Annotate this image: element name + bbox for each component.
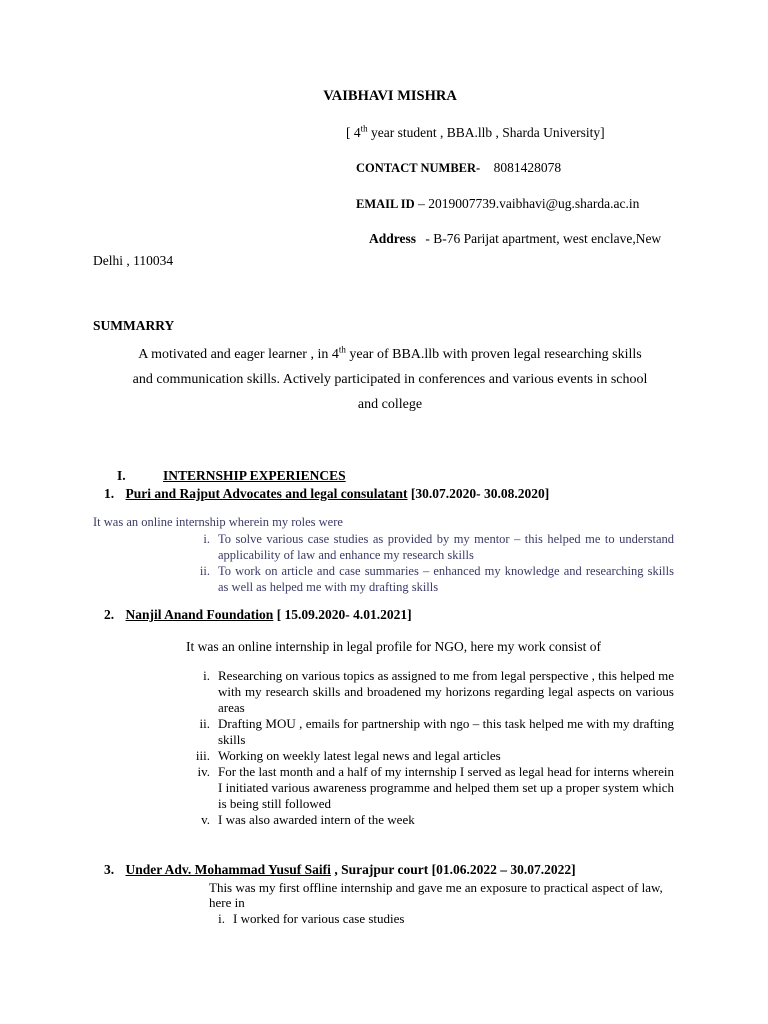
section-numeral: I. bbox=[117, 468, 126, 483]
address-line-1 bbox=[369, 231, 661, 247]
internship-2-list bbox=[195, 668, 674, 828]
list-item: i. Researching on various topics as assigned to me from legal perspective , this helped me with my research skills and broadened my horizons regarding legal aspects on various areas bbox=[203, 668, 674, 715]
internship-2-heading: 2. Nanjil Anand Foundation [ 15.09.2020- 4.01.2021] bbox=[104, 607, 412, 622]
address-line-2: Delhi , 110034 bbox=[93, 253, 174, 268]
email-label: EMAIL ID bbox=[356, 197, 415, 211]
internship-1-list bbox=[199, 531, 674, 595]
list-item: i. To solve various case studies as provided by my mentor – this helped me to understand applicability of law and enhance my research skills bbox=[203, 532, 674, 562]
summary-heading: SUMMARRY bbox=[93, 318, 175, 333]
summary-line-2: and communication skills. Actively participated in conferences and various events in school bbox=[132, 372, 648, 387]
internship-2-title: Nanjil Anand Foundation bbox=[125, 607, 274, 622]
email-value: – 2019007739.vaibhavi@ug.sharda.ac.in bbox=[414, 196, 640, 211]
contact-value: 8081428078 bbox=[493, 160, 562, 175]
internship-1-title: Puri and Rajput Advocates and legal consulatant bbox=[125, 486, 408, 501]
list-item: iii. Working on weekly latest legal news and legal articles bbox=[195, 748, 501, 763]
section-heading: INTERNSHIP EXPERIENCES bbox=[163, 468, 346, 483]
address-value: - B-76 Parijat apartment, west enclave,New bbox=[425, 231, 662, 246]
summary-line-1: A motivated and eager learner , in 4th year of BBA.llb with proven legal researching skills bbox=[138, 344, 642, 362]
internship-3-title: Under Adv. Mohammad Yusuf Saifi bbox=[125, 862, 331, 877]
candidate-name: VAIBHAVI MISHRA bbox=[323, 88, 457, 104]
internship-3-dates: , Surajpur court [01.06.2022 – 30.07.2022] bbox=[330, 862, 576, 877]
email-line bbox=[356, 196, 639, 212]
list-item: iv. For the last month and a half of my internship I served as legal head for interns wherein I initiated various awareness programme and helped them set up a proper system which is being still followed bbox=[197, 764, 674, 811]
contact-number-line bbox=[356, 160, 561, 176]
contact-label: CONTACT NUMBER- bbox=[356, 161, 481, 175]
summary-line-3: and college bbox=[357, 397, 423, 412]
internship-1-dates: [30.07.2020- 30.08.2020] bbox=[407, 486, 550, 501]
internship-3-intro: This was my first offline internship and gave me an exposure to practical aspect of law, here in bbox=[209, 880, 663, 910]
list-item: ii. To work on article and case summaries – enhanced my knowledge and researching skills as well as helped me with my drafting skills bbox=[199, 564, 674, 594]
internship-2-intro: It was an online internship in legal profile for NGO, here my work consist of bbox=[186, 639, 602, 654]
internship-2-dates: [ 15.09.2020- 4.01.2021] bbox=[273, 607, 412, 622]
internship-3-list bbox=[218, 911, 673, 927]
list-item: ii. Drafting MOU , emails for partnership with ngo – this task helped me with my drafting skills bbox=[199, 716, 674, 747]
student-info: [ 4th year student , BBA.llb , Sharda University] bbox=[346, 123, 605, 140]
internship-1-intro: It was an online internship wherein my roles were bbox=[93, 515, 343, 529]
address-label: Address bbox=[369, 231, 417, 246]
internship-3-heading: 3. Under Adv. Mohammad Yusuf Saifi , Surajpur court [01.06.2022 – 30.07.2022] bbox=[104, 862, 576, 877]
internship-1-heading: 1. Puri and Rajput Advocates and legal consulatant [30.07.2020- 30.08.2020] bbox=[104, 486, 550, 501]
list-item: v. I was also awarded intern of the week bbox=[201, 812, 415, 827]
list-item: i. I worked for various case studies bbox=[218, 911, 405, 926]
